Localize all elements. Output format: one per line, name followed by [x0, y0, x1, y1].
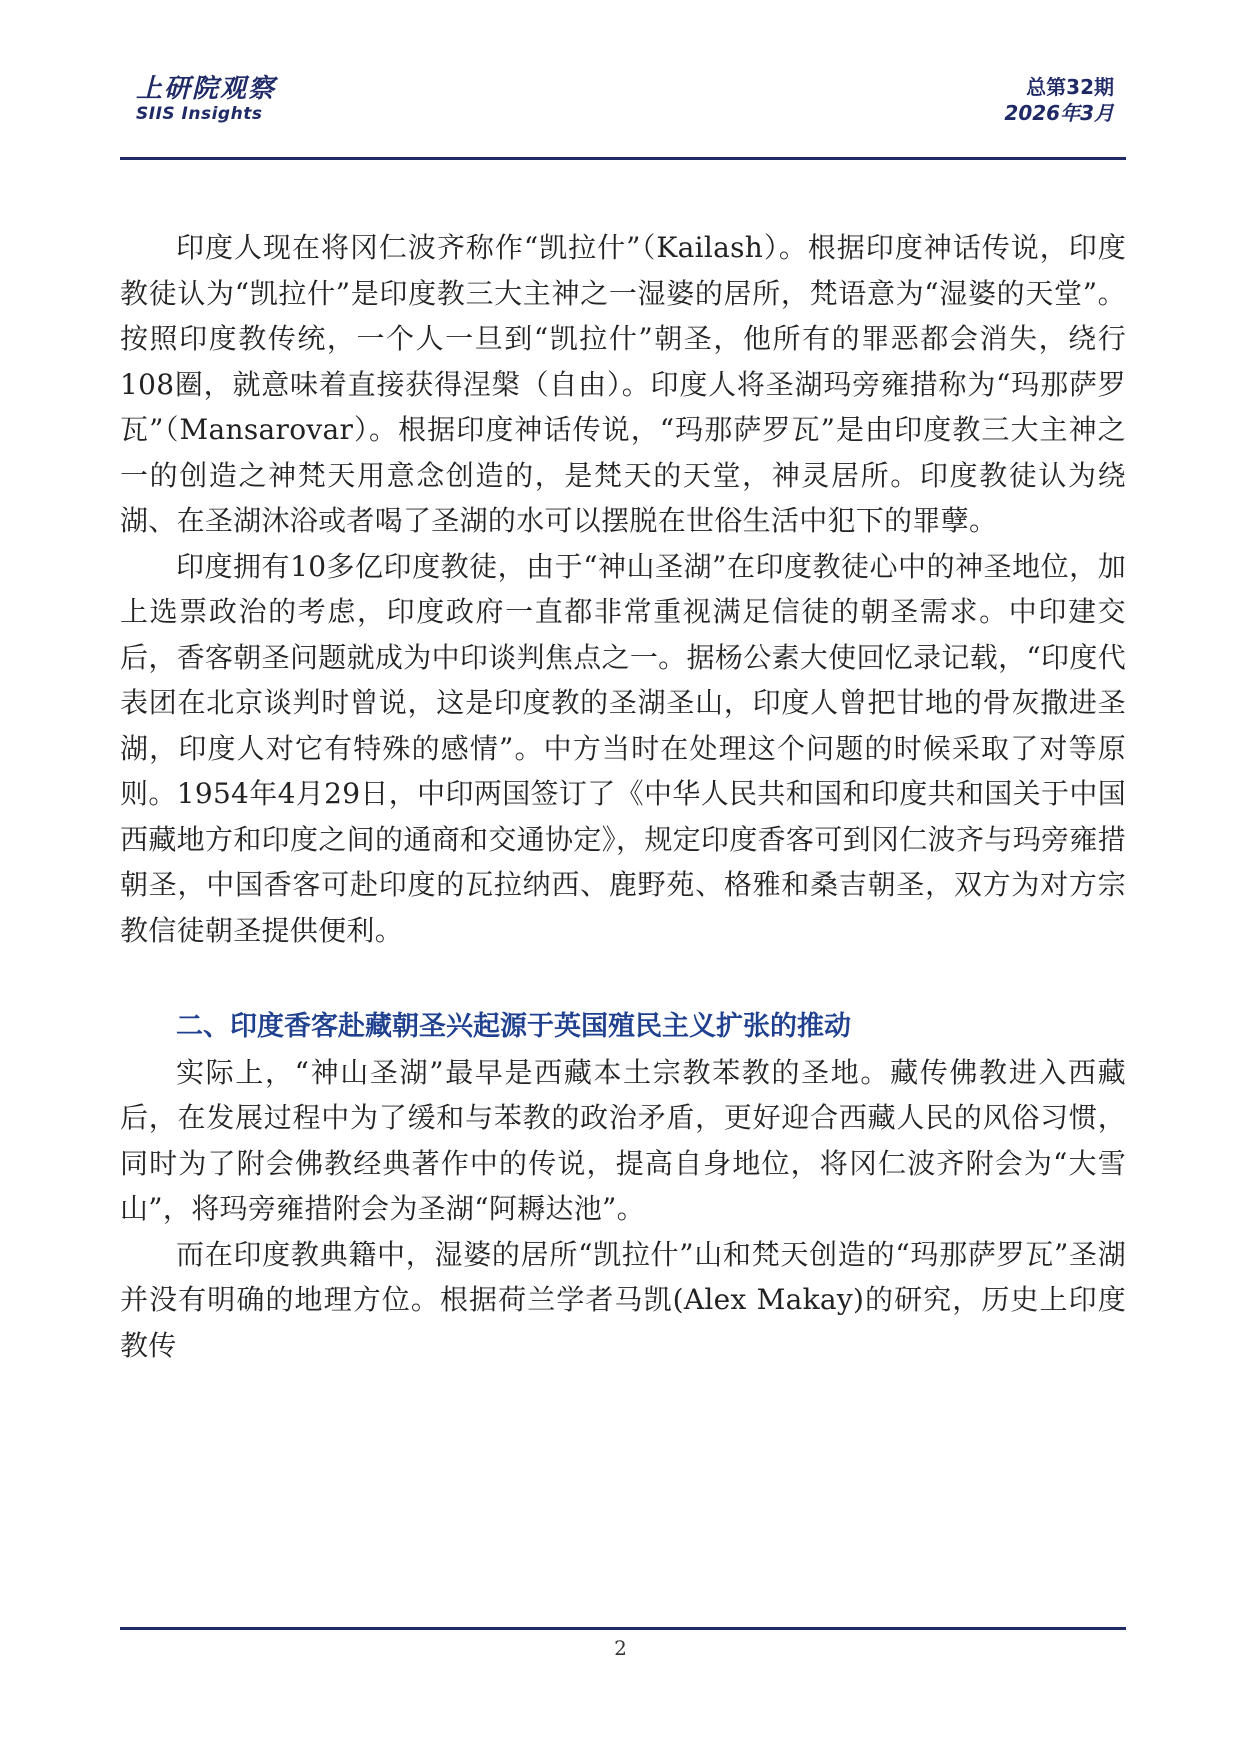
issue-info	[1004, 74, 1114, 126]
page-number: 2	[614, 1636, 627, 1660]
paragraph: 而在印度教典籍中，湿婆的居所“凯拉什”山和梵天创造的“玛那萨罗瓦”圣湖并没有明确的地理方位。根据荷兰学者马凯(Alex Makay)的研究，历史上印度教传	[120, 1237, 1126, 1362]
header-logo	[136, 74, 276, 124]
section-spacer	[120, 953, 1126, 1004]
logo-chinese: 上研院观察	[136, 74, 277, 104]
paragraph: 印度人现在将冈仁波齐称作“凯拉什”（Kailash）。根据印度神话传说，印度教徒认为“凯拉什”是印度教三大主神之一湿婆的居所，梵语意为“湿婆的天堂”。按照印度教传统，一个人一旦到“凯拉什”朝圣，他所有的罪恶都会消失，绕行108圈，就意味着直接获得涅槃（自由）。印度人将圣湖玛旁雍措称为“玛那萨罗瓦”（Mansarovar）。根据印度神话传说，“玛那萨罗瓦”是由印度教三大主神之一的创造之神梵天用意念创造的，是梵天的天堂，神灵居所。印度教徒认为绕湖、在圣湖沐浴或者喝了圣湖的水可以摆脱在世俗生活中犯下的罪孽。	[120, 231, 1126, 537]
paragraph: 实际上，“神山圣湖”最早是西藏本土宗教苯教的圣地。藏传佛教进入西藏后，在发展过程中为了缓和与苯教的政治矛盾，更好迎合西藏人民的风俗习惯，同时为了附会佛教经典著作中的传说，提高自身地位，将冈仁波齐附会为“大雪山”，将玛旁雍措附会为圣湖“阿耨达池”。	[120, 1055, 1126, 1225]
footer-divider	[120, 1627, 1126, 1630]
article-body	[120, 225, 1126, 1368]
logo-english: SIIS Insights	[136, 104, 263, 124]
header-divider	[120, 157, 1126, 160]
section-heading: 二、印度香客赴藏朝圣兴起源于英国殖民主义扩张的推动	[176, 1011, 851, 1042]
issue-number: 总第32期	[1026, 75, 1114, 99]
issue-date: 2026年3月	[1004, 101, 1114, 125]
paragraph: 印度拥有10多亿印度教徒，由于“神山圣湖”在印度教徒心中的神圣地位，加上选票政治的考虑，印度政府一直都非常重视满足信徒的朝圣需求。中印建交后，香客朝圣问题就成为中印谈判焦点之一。据杨公素大使回忆录记载，“印度代表团在北京谈判时曾说，这是印度教的圣湖圣山，印度人曾把甘地的骨灰撒进圣湖，印度人对它有特殊的感情”。中方当时在处理这个问题的时候采取了对等原则。1954年4月29日，中印两国签订了《中华人民共和国和印度共和国关于中国西藏地方和印度之间的通商和交通协定》，规定印度香客可到冈仁波齐与玛旁雍措朝圣，中国香客可赴印度的瓦拉纳西、鹿野苑、格雅和桑吉朝圣，双方为对方宗教信徒朝圣提供便利。	[120, 549, 1126, 947]
